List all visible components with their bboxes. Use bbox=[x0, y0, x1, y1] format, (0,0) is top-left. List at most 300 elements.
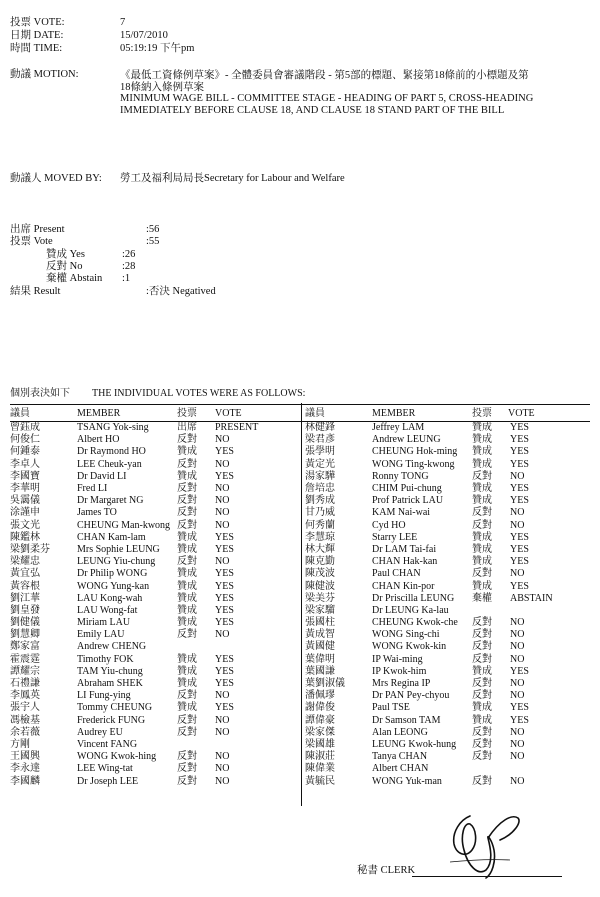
member-row bbox=[305, 471, 560, 483]
member-name-en: IP Wai-ming bbox=[372, 653, 423, 665]
vote-zh: 反對 bbox=[472, 751, 492, 763]
vote-en bbox=[510, 605, 560, 617]
member-name-en: Mrs Sophie LEUNG bbox=[77, 543, 160, 555]
member-name-zh: 陳茂波 bbox=[305, 568, 335, 580]
vote-zh: 反對 bbox=[177, 483, 197, 495]
abstain-label: 棄權 Abstain bbox=[46, 273, 103, 284]
member-row bbox=[305, 422, 560, 434]
vote-zh: 反對 bbox=[177, 495, 197, 507]
member-row bbox=[305, 434, 560, 446]
vote-en: YES bbox=[510, 543, 529, 555]
vote-en: YES bbox=[510, 665, 529, 677]
vote-en: NO bbox=[510, 738, 525, 750]
vote-en: YES bbox=[215, 580, 234, 592]
vote-zh: 贊成 bbox=[177, 702, 197, 714]
member-name-zh: 涂謹申 bbox=[10, 507, 40, 519]
member-row bbox=[10, 751, 265, 763]
table-top-rule bbox=[10, 404, 590, 405]
member-name-en: Vincent FANG bbox=[77, 738, 138, 750]
vote-zh: 贊成 bbox=[472, 531, 492, 543]
member-name-zh: 黃容根 bbox=[10, 580, 40, 592]
member-row bbox=[305, 605, 560, 617]
member-name-en: Abraham SHEK bbox=[77, 678, 143, 690]
vote-en: NO bbox=[510, 629, 525, 641]
vote-en: YES bbox=[215, 617, 234, 629]
vote-zh: 反對 bbox=[177, 434, 197, 446]
member-name-en: Dr LEUNG Ka-lau bbox=[372, 604, 449, 616]
member-row bbox=[10, 654, 265, 666]
member-row bbox=[305, 593, 560, 605]
member-name-zh: 陳偉業 bbox=[305, 763, 335, 775]
vote-number-value: 7 bbox=[120, 17, 126, 28]
member-name-en: Timothy FOK bbox=[77, 653, 134, 665]
member-row bbox=[10, 422, 265, 434]
member-name-en: Dr David LI bbox=[77, 470, 127, 482]
vote-zh: 反對 bbox=[177, 726, 197, 738]
member-name-en: Tommy CHEUNG bbox=[77, 702, 153, 714]
member-name-zh: 李國麟 bbox=[10, 775, 40, 787]
member-name-zh: 劉慧卿 bbox=[10, 629, 40, 641]
vote-zh: 贊成 bbox=[177, 592, 197, 604]
vote-en: YES bbox=[510, 446, 529, 458]
vote-en: NO bbox=[510, 519, 525, 531]
member-name-en: LEUNG Kwok-hung bbox=[372, 738, 457, 750]
member-row bbox=[10, 556, 265, 568]
vote-zh: 贊成 bbox=[472, 422, 492, 434]
member-row bbox=[305, 459, 560, 471]
member-name-en: Frederick FUNG bbox=[77, 714, 146, 726]
member-row bbox=[10, 617, 265, 629]
member-row bbox=[305, 702, 560, 714]
member-name-en: CHEUNG Man-kwong bbox=[77, 519, 171, 531]
member-name-zh: 陳克勤 bbox=[305, 556, 335, 568]
clerk-label: 秘書 CLERK bbox=[357, 865, 416, 876]
member-name-en: Paul CHAN bbox=[372, 568, 421, 580]
vote-zh: 贊成 bbox=[472, 702, 492, 714]
header-member-zh-left: 議員 bbox=[10, 408, 30, 419]
member-name-en: Dr Samson TAM bbox=[372, 714, 441, 726]
vote-en: YES bbox=[215, 604, 234, 616]
vote-zh: 贊成 bbox=[177, 568, 197, 580]
member-name-zh: 林健鋒 bbox=[305, 422, 335, 434]
motion-label: 動議 MOTION: bbox=[10, 69, 79, 80]
member-row bbox=[305, 629, 560, 641]
vote-zh: 棄權 bbox=[472, 592, 492, 604]
member-row bbox=[305, 715, 560, 727]
member-name-zh: 張學明 bbox=[305, 446, 335, 458]
vote-zh: 贊成 bbox=[177, 531, 197, 543]
vote-en: NO bbox=[215, 458, 230, 470]
votes-table-right bbox=[305, 422, 560, 788]
member-row bbox=[305, 580, 560, 592]
member-name-zh: 梁君彥 bbox=[305, 434, 335, 446]
member-name-en: Dr PAN Pey-chyou bbox=[372, 690, 450, 702]
member-name-en: Emily LAU bbox=[77, 629, 125, 641]
vote-zh: 反對 bbox=[472, 653, 492, 665]
member-name-zh: 余若薇 bbox=[10, 726, 40, 738]
vote-en bbox=[510, 763, 560, 775]
member-row bbox=[305, 775, 560, 787]
present-value: :56 bbox=[146, 224, 160, 235]
member-name-en: Albert HO bbox=[77, 434, 120, 446]
member-name-en: WONG Kwok-kin bbox=[372, 641, 447, 653]
vote-zh: 贊成 bbox=[472, 665, 492, 677]
member-name-zh: 黃定光 bbox=[305, 458, 335, 470]
member-row bbox=[305, 483, 560, 495]
motion-text bbox=[120, 70, 590, 116]
member-row bbox=[305, 568, 560, 580]
member-name-en: CHAN Kin-por bbox=[372, 580, 435, 592]
member-name-en: Ronny TONG bbox=[372, 470, 429, 482]
member-name-zh: 李鳳英 bbox=[10, 690, 40, 702]
vote-zh: 贊成 bbox=[472, 495, 492, 507]
member-row bbox=[10, 495, 265, 507]
header-vote-en-left: VOTE bbox=[215, 408, 242, 419]
vote-count-label: 投票 Vote bbox=[10, 236, 53, 247]
vote-en: YES bbox=[215, 470, 234, 482]
member-row bbox=[10, 507, 265, 519]
member-name-en: LEE Cheuk-yan bbox=[77, 458, 142, 470]
vote-zh: 贊成 bbox=[177, 665, 197, 677]
member-name-en: WONG Yung-kan bbox=[77, 580, 150, 592]
vote-en: NO bbox=[215, 434, 230, 446]
member-name-en: CHIM Pui-chung bbox=[372, 483, 442, 495]
time-label: 時間 TIME: bbox=[10, 43, 63, 54]
member-name-en: LI Fung-ying bbox=[77, 690, 131, 702]
member-row bbox=[10, 775, 265, 787]
member-name-zh: 梁家騮 bbox=[305, 604, 335, 616]
member-row bbox=[305, 641, 560, 653]
vote-zh: 反對 bbox=[177, 751, 197, 763]
member-name-zh: 梁劉柔芬 bbox=[10, 543, 50, 555]
member-row bbox=[10, 459, 265, 471]
motion-en-line1: MINIMUM WAGE BILL - COMMITTEE STAGE - HEADING OF PART 5, CROSS-HEADING bbox=[120, 93, 534, 104]
no-value: :28 bbox=[122, 261, 136, 272]
vote-zh bbox=[177, 641, 215, 653]
vote-en: NO bbox=[215, 714, 230, 726]
member-name-zh: 潘佩璆 bbox=[305, 690, 335, 702]
member-row bbox=[305, 556, 560, 568]
member-name-zh: 吳靄儀 bbox=[10, 495, 40, 507]
vote-en: YES bbox=[215, 592, 234, 604]
member-row bbox=[10, 483, 265, 495]
vote-en: NO bbox=[510, 617, 525, 629]
vote-en: YES bbox=[510, 702, 529, 714]
vote-zh: 贊成 bbox=[177, 604, 197, 616]
member-row bbox=[305, 763, 560, 775]
vote-zh: 反對 bbox=[472, 507, 492, 519]
vote-en bbox=[215, 641, 265, 653]
member-row bbox=[10, 446, 265, 458]
result-value: :否決 Negatived bbox=[146, 286, 216, 297]
member-name-en: Jeffrey LAM bbox=[372, 422, 425, 434]
member-name-zh: 林大輝 bbox=[305, 543, 335, 555]
vote-zh: 反對 bbox=[177, 507, 197, 519]
member-name-zh: 謝偉俊 bbox=[305, 702, 335, 714]
member-name-zh: 黃國健 bbox=[305, 641, 335, 653]
member-name-en: Mrs Regina IP bbox=[372, 678, 431, 690]
vote-zh: 贊成 bbox=[472, 483, 492, 495]
member-row bbox=[305, 751, 560, 763]
member-name-zh: 陳淑莊 bbox=[305, 751, 335, 763]
member-name-zh: 劉江華 bbox=[10, 592, 40, 604]
vote-zh: 反對 bbox=[472, 775, 492, 787]
vote-en bbox=[215, 739, 265, 751]
vote-zh: 反對 bbox=[177, 519, 197, 531]
member-row bbox=[305, 690, 560, 702]
vote-en: NO bbox=[215, 629, 230, 641]
vote-zh: 反對 bbox=[472, 678, 492, 690]
member-row bbox=[10, 580, 265, 592]
vote-zh: 反對 bbox=[472, 629, 492, 641]
votes-title-en: THE INDIVIDUAL VOTES WERE AS FOLLOWS: bbox=[92, 388, 306, 399]
vote-zh bbox=[472, 605, 510, 617]
yes-label: 贊成 Yes bbox=[46, 249, 85, 260]
vote-zh: 出席 bbox=[177, 422, 197, 434]
vote-count-value: :55 bbox=[146, 236, 160, 247]
header-member-zh-right: 議員 bbox=[305, 408, 325, 419]
member-row bbox=[10, 727, 265, 739]
moved-by-value: 勞工及福利局局長Secretary for Labour and Welfare bbox=[120, 173, 345, 184]
vote-zh: 贊成 bbox=[177, 470, 197, 482]
member-row bbox=[10, 471, 265, 483]
vote-zh: 贊成 bbox=[177, 543, 197, 555]
member-name-en: Andrew LEUNG bbox=[372, 434, 441, 446]
vote-zh: 反對 bbox=[472, 470, 492, 482]
member-row bbox=[305, 739, 560, 751]
member-name-zh: 甘乃威 bbox=[305, 507, 335, 519]
member-name-zh: 張宇人 bbox=[10, 702, 40, 714]
vote-en: NO bbox=[510, 470, 525, 482]
vote-en: YES bbox=[510, 495, 529, 507]
vote-en: NO bbox=[215, 519, 230, 531]
vote-en: YES bbox=[510, 483, 529, 495]
member-name-en: Dr Margaret NG bbox=[77, 495, 144, 507]
member-row bbox=[305, 727, 560, 739]
vote-en: YES bbox=[510, 458, 529, 470]
member-name-en: LAU Kong-wah bbox=[77, 592, 143, 604]
vote-en: NO bbox=[215, 690, 230, 702]
vote-zh: 贊成 bbox=[177, 653, 197, 665]
member-name-zh: 馮檢基 bbox=[10, 714, 40, 726]
member-name-en: WONG Kwok-hing bbox=[77, 751, 157, 763]
member-name-en: Tanya CHAN bbox=[372, 751, 428, 763]
present-label: 出席 Present bbox=[10, 224, 65, 235]
member-name-en: Dr LAM Tai-fai bbox=[372, 543, 437, 555]
member-row bbox=[10, 702, 265, 714]
vote-zh: 贊成 bbox=[472, 434, 492, 446]
time-value: 05:19:19 下午pm bbox=[120, 43, 195, 54]
member-row bbox=[305, 446, 560, 458]
member-row bbox=[10, 666, 265, 678]
vote-en: NO bbox=[510, 726, 525, 738]
member-name-zh: 何俊仁 bbox=[10, 434, 40, 446]
vote-zh: 反對 bbox=[472, 617, 492, 629]
member-row bbox=[10, 568, 265, 580]
moved-by-label: 動議人 MOVED BY: bbox=[10, 173, 102, 184]
member-row bbox=[305, 532, 560, 544]
vote-zh: 反對 bbox=[177, 775, 197, 787]
vote-zh: 反對 bbox=[472, 738, 492, 750]
member-name-zh: 葉劉淑儀 bbox=[305, 678, 345, 690]
vote-en: NO bbox=[510, 775, 525, 787]
member-name-zh: 何秀蘭 bbox=[305, 519, 335, 531]
member-name-en: Alan LEONG bbox=[372, 726, 428, 738]
motion-en-line2: IMMEDIATELY BEFORE CLAUSE 18, AND CLAUSE 18 STAND PART OF THE BILL bbox=[120, 104, 505, 116]
vote-en: YES bbox=[215, 665, 234, 677]
vote-en: NO bbox=[215, 775, 230, 787]
header-vote-en-right: VOTE bbox=[508, 408, 535, 419]
member-name-zh: 黃成智 bbox=[305, 629, 335, 641]
member-name-en: Dr Priscilla LEUNG bbox=[372, 592, 455, 604]
member-row bbox=[10, 739, 265, 751]
member-name-zh: 譚耀宗 bbox=[10, 665, 40, 677]
member-row bbox=[305, 520, 560, 532]
date-label: 日期 DATE: bbox=[10, 30, 64, 41]
clerk-signature-line bbox=[412, 876, 562, 877]
member-name-zh: 霍震霆 bbox=[10, 653, 40, 665]
member-row bbox=[10, 593, 265, 605]
member-name-en: LEE Wing-tat bbox=[77, 763, 133, 775]
member-row bbox=[10, 641, 265, 653]
member-name-zh: 陳健波 bbox=[305, 580, 335, 592]
member-row bbox=[10, 690, 265, 702]
vote-zh: 反對 bbox=[177, 690, 197, 702]
vote-zh: 反對 bbox=[177, 629, 197, 641]
member-name-en: LEUNG Yiu-chung bbox=[77, 556, 156, 568]
vote-en: YES bbox=[215, 568, 234, 580]
header-vote-zh-left: 投票 bbox=[177, 408, 197, 419]
vote-en: NO bbox=[510, 641, 525, 653]
vote-zh: 贊成 bbox=[472, 446, 492, 458]
member-name-en: Dr Raymond HO bbox=[77, 446, 146, 458]
vote-en: NO bbox=[510, 751, 525, 763]
member-name-zh: 劉皇發 bbox=[10, 604, 40, 616]
member-row bbox=[305, 654, 560, 666]
member-name-en: Albert CHAN bbox=[372, 763, 429, 775]
votes-table-left bbox=[10, 422, 265, 788]
vote-zh: 反對 bbox=[177, 458, 197, 470]
vote-en: YES bbox=[215, 653, 234, 665]
member-row bbox=[10, 715, 265, 727]
vote-en: YES bbox=[510, 580, 529, 592]
member-name-zh: 王國興 bbox=[10, 751, 40, 763]
member-name-en: Miriam LAU bbox=[77, 617, 131, 629]
member-row bbox=[305, 678, 560, 690]
member-name-zh: 梁耀忠 bbox=[10, 556, 40, 568]
member-name-zh: 葉國謙 bbox=[305, 665, 335, 677]
member-name-zh: 李永達 bbox=[10, 763, 40, 775]
member-row bbox=[305, 495, 560, 507]
column-divider bbox=[301, 403, 302, 806]
member-name-zh: 黃毓民 bbox=[305, 775, 335, 787]
member-name-en: TSANG Yok-sing bbox=[77, 422, 149, 434]
vote-en: NO bbox=[215, 556, 230, 568]
member-name-en: James TO bbox=[77, 507, 117, 519]
vote-zh: 贊成 bbox=[177, 678, 197, 690]
member-name-en: Dr Philip WONG bbox=[77, 568, 148, 580]
yes-value: :26 bbox=[122, 249, 136, 260]
member-row bbox=[10, 434, 265, 446]
member-name-zh: 譚偉豪 bbox=[305, 714, 335, 726]
member-name-en: Andrew CHENG bbox=[77, 641, 147, 653]
vote-zh: 贊成 bbox=[177, 580, 197, 592]
member-name-en: LAU Wong-fat bbox=[77, 604, 138, 616]
member-name-en: WONG Ting-kwong bbox=[372, 458, 455, 470]
vote-zh: 贊成 bbox=[177, 617, 197, 629]
vote-zh: 贊成 bbox=[472, 543, 492, 555]
vote-en: YES bbox=[215, 702, 234, 714]
member-name-en: KAM Nai-wai bbox=[372, 507, 431, 519]
member-name-en: WONG Yuk-man bbox=[372, 775, 442, 787]
vote-en: NO bbox=[510, 568, 525, 580]
abstain-value: :1 bbox=[122, 273, 131, 284]
member-name-en: CHAN Hak-kan bbox=[372, 556, 438, 568]
member-name-en: CHAN Kam-lam bbox=[77, 531, 146, 543]
member-row bbox=[10, 678, 265, 690]
member-name-en: Prof Patrick LAU bbox=[372, 495, 444, 507]
member-name-zh: 湯家驊 bbox=[305, 470, 335, 482]
vote-en: NO bbox=[510, 507, 525, 519]
member-name-zh: 葉偉明 bbox=[305, 653, 335, 665]
vote-zh: 贊成 bbox=[472, 714, 492, 726]
member-name-en: TAM Yiu-chung bbox=[77, 665, 143, 677]
motion-zh-line1: 《最低工資條例草案》- 全體委員會審議階段 - 第5部的標題、緊接第18條前的小標題及第 bbox=[120, 70, 529, 81]
member-row bbox=[305, 617, 560, 629]
vote-zh: 贊成 bbox=[472, 556, 492, 568]
vote-zh: 反對 bbox=[177, 763, 197, 775]
member-name-zh: 詹培忠 bbox=[305, 483, 335, 495]
vote-zh bbox=[472, 763, 510, 775]
vote-en: NO bbox=[215, 483, 230, 495]
vote-en: YES bbox=[510, 531, 529, 543]
member-name-zh: 張國柱 bbox=[305, 617, 335, 629]
votes-title-zh: 個別表決如下 bbox=[10, 388, 70, 399]
member-name-en: Paul TSE bbox=[372, 702, 410, 714]
vote-en: NO bbox=[215, 495, 230, 507]
member-name-zh: 曾鈺成 bbox=[10, 422, 40, 434]
member-name-en: Fred LI bbox=[77, 483, 108, 495]
member-name-zh: 李國寶 bbox=[10, 470, 40, 482]
vote-zh: 反對 bbox=[472, 690, 492, 702]
vote-en: NO bbox=[215, 751, 230, 763]
member-name-zh: 張文光 bbox=[10, 519, 40, 531]
header-vote-zh-right: 投票 bbox=[472, 408, 492, 419]
clerk-signature bbox=[430, 810, 540, 885]
member-name-zh: 梁國雄 bbox=[305, 738, 335, 750]
vote-en: NO bbox=[215, 726, 230, 738]
member-name-zh: 石禮謙 bbox=[10, 678, 40, 690]
vote-en: YES bbox=[215, 543, 234, 555]
member-name-zh: 鄭家富 bbox=[10, 641, 40, 653]
vote-en: YES bbox=[215, 446, 234, 458]
member-name-zh: 劉健儀 bbox=[10, 617, 40, 629]
vote-zh: 反對 bbox=[177, 556, 197, 568]
vote-zh: 贊成 bbox=[472, 580, 492, 592]
member-row bbox=[10, 520, 265, 532]
vote-en: NO bbox=[510, 653, 525, 665]
member-name-zh: 李慧琼 bbox=[305, 531, 335, 543]
member-name-zh: 黃宜弘 bbox=[10, 568, 40, 580]
member-row bbox=[10, 532, 265, 544]
vote-zh: 反對 bbox=[472, 726, 492, 738]
member-name-zh: 方剛 bbox=[10, 738, 30, 750]
vote-zh: 反對 bbox=[472, 568, 492, 580]
vote-en: NO bbox=[510, 678, 525, 690]
vote-zh: 反對 bbox=[177, 714, 197, 726]
vote-zh: 贊成 bbox=[472, 458, 492, 470]
motion-zh-line2: 18條納入條例草案 bbox=[120, 81, 204, 93]
